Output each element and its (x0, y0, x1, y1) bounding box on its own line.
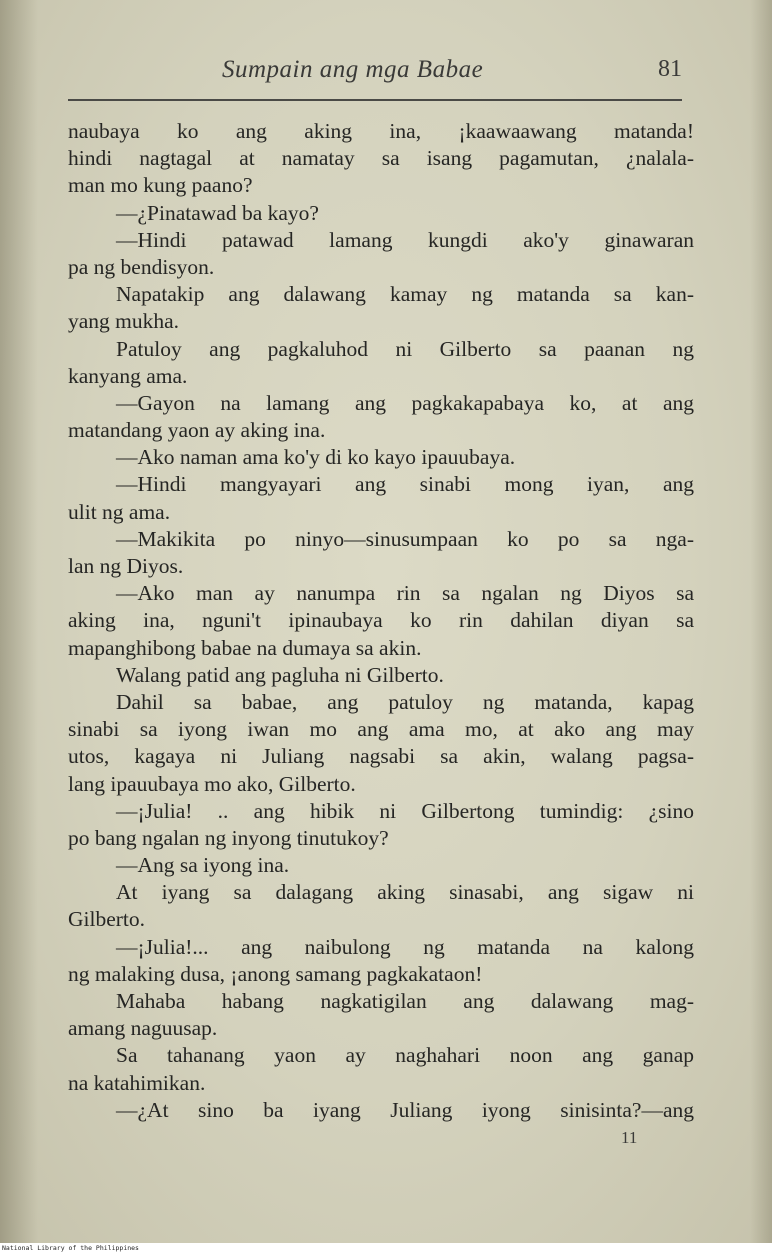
footer-watermark (0, 1243, 772, 1253)
text-line: —Ang sa iyong ina. (116, 853, 290, 878)
page-edge-shadow (750, 0, 772, 1243)
text-line: man mo kung paano? (68, 173, 253, 198)
text-line: —Hindi mangyayari ang sinabi mong iyan, ang (116, 472, 694, 497)
text-line: matandang yaon ay aking ina. (68, 418, 326, 443)
text-line: —Gayon na lamang ang pagkakapabaya ko, at ang (116, 390, 694, 415)
text-line: —Hindi patawad lamang kungdi ako'y ginawaran (116, 227, 694, 252)
text-line: mapanghibong babae na dumaya sa akin. (68, 635, 422, 660)
text-line: kanyang ama. (68, 363, 188, 388)
text-line: Dahil sa babae, ang patuloy ng matanda, kapag (116, 689, 694, 714)
signature-mark: 11 (621, 1128, 638, 1147)
text-line: amang naguusap. (68, 1016, 218, 1041)
text-line: sinabi sa iyong iwan mo ang ama mo, at ako ang may (68, 717, 694, 742)
text-line: At iyang sa dalagang aking sinasabi, ang sigaw ni (116, 880, 694, 905)
footer-text: National Library of the Philippines (2, 1244, 139, 1252)
text-line: —Ako naman ama ko'y di ko kayo ipauubaya. (116, 445, 516, 470)
text-line: naubaya ko ang aking ina, ¡kaawaawang matanda! (68, 119, 694, 143)
text-line: Sa tahanang yaon ay naghahari noon ang ganap (116, 1043, 694, 1068)
text-line: —¿At sino ba iyang Juliang iyong sinisinta?—ang (116, 1097, 694, 1122)
page-gutter-shadow (0, 0, 38, 1243)
page-number: 81 (658, 56, 682, 82)
text-line: na katahimikan. (68, 1070, 206, 1095)
running-title: Sumpain ang mga Babae (222, 56, 484, 83)
text-line: Patuloy ang pagkaluhod ni Gilberto sa paanan ng (116, 336, 694, 361)
text-line: yang mukha. (68, 309, 180, 334)
text-line: lan ng Diyos. (68, 554, 184, 578)
text-line: ulit ng ama. (68, 499, 171, 524)
text-line: —Ako man ay nanumpa rin sa ngalan ng Diyos sa (116, 581, 694, 606)
text-line: Gilberto. (68, 907, 146, 932)
text-line: utos, kagaya ni Juliang nagsabi sa akin, walang pagsa- (68, 744, 694, 769)
text-line: Napatakip ang dalawang kamay ng matanda sa kan- (116, 282, 694, 307)
text-line: —¡Julia! .. ang hibik ni Gilbertong tumindig: ¿sino (116, 798, 694, 823)
body-text (68, 118, 694, 1124)
text-line: —¿Pinatawad ba kayo? (116, 200, 319, 225)
text-line: aking ina, nguni't ipinaubaya ko rin dahilan diyan sa (68, 608, 694, 633)
text-line: hindi nagtagal at namatay sa isang pagamutan, ¿nalala- (68, 146, 694, 171)
text-line: pa ng bendisyon. (68, 254, 215, 279)
running-header (68, 56, 682, 92)
text-line: lang ipauubaya mo ako, Gilberto. (68, 771, 356, 796)
text-line: —Makikita po ninyo—sinusumpaan ko po sa nga- (116, 526, 694, 551)
text-line: po bang ngalan ng inyong tinutukoy? (68, 825, 389, 850)
text-line: Walang patid ang pagluha ni Gilberto. (116, 662, 444, 687)
text-line: Mahaba habang nagkatigilan ang dalawang mag- (116, 989, 694, 1013)
text-line: ng malaking dusa, ¡anong samang pagkakataon! (68, 961, 483, 986)
text-line: —¡Julia!... ang naibulong ng matanda na kalong (116, 934, 694, 959)
header-rule (68, 99, 682, 101)
